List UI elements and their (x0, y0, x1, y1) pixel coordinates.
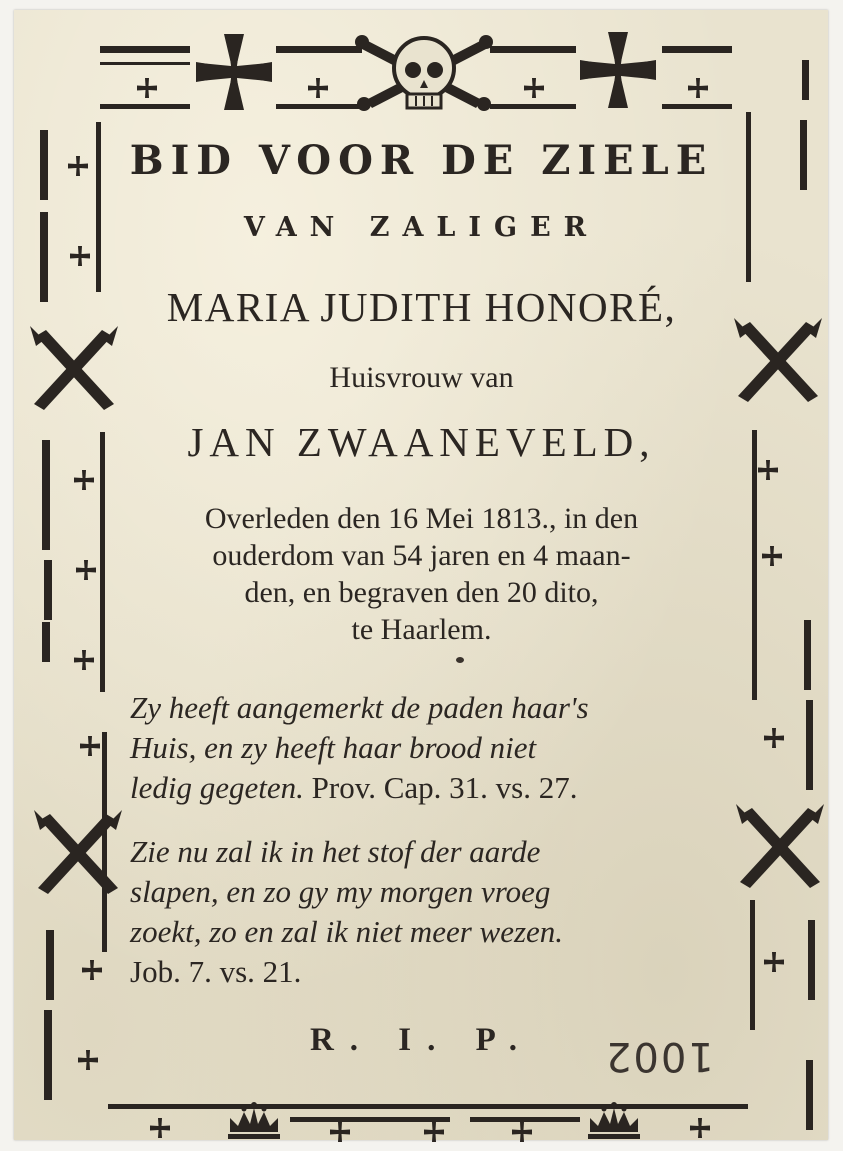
small-cross-icon (70, 246, 90, 266)
rip-closing: R. I. P. (309, 1022, 534, 1058)
verse-line: slapen, en zo gy my morgen vroeg (130, 874, 551, 909)
ornament-dot (456, 657, 464, 663)
death-notice-line: den, en begraven den 20 dito, (244, 576, 599, 609)
verse-reference: Job. 7. vs. 21. (130, 954, 302, 989)
small-cross-icon (82, 960, 102, 980)
death-notice-line: ouderdom van 54 jaren en 4 maan- (212, 539, 631, 572)
small-cross-icon (150, 1118, 170, 1138)
deceased-name: MARIA JUDITH HONORÉ, (166, 284, 677, 330)
small-cross-icon (764, 728, 784, 748)
crossed-torches-icon (736, 804, 824, 888)
verse-line: Zy heeft aangemerkt de paden haar's (130, 690, 589, 725)
handwritten-number: 1002 (604, 1033, 714, 1079)
relation-label: Huisvrouw van (329, 361, 514, 394)
skull-crossbones-icon (355, 35, 493, 111)
death-notice-line: te Haarlem. (351, 613, 492, 646)
verse-line: Zie nu zal ik in het stof der aarde (130, 834, 541, 869)
maltese-cross-icon (196, 34, 272, 110)
job-verse (130, 832, 740, 992)
crossed-torches-icon (34, 810, 122, 894)
maltese-cross-icon (580, 32, 656, 108)
small-cross-icon (424, 1122, 444, 1142)
verse-line: Huis, en zy heeft haar brood niet (130, 730, 537, 765)
small-cross-icon (764, 952, 784, 972)
small-cross-icon (137, 78, 157, 98)
small-cross-icon (80, 736, 100, 756)
small-cross-icon (524, 78, 544, 98)
small-cross-icon (74, 650, 94, 670)
prayer-heading: BID VOOR DE ZIELE (129, 137, 714, 184)
small-cross-icon (330, 1122, 350, 1142)
small-cross-icon (74, 470, 94, 490)
death-notice (0, 500, 843, 648)
small-cross-icon (688, 78, 708, 98)
spouse-name: JAN ZWAANEVELD, (187, 419, 656, 465)
death-notice-line: Overleden den 16 Mei 1813., in den (204, 502, 639, 535)
proverbs-verse (130, 688, 740, 808)
verse-line (130, 768, 740, 808)
small-cross-icon (512, 1122, 532, 1142)
small-cross-icon (690, 1118, 710, 1138)
small-cross-icon (308, 78, 328, 98)
verse-italic-text: ledig gegeten. (130, 770, 304, 805)
verse-reference: Prov. Cap. 31. vs. 27. (303, 770, 578, 805)
verse-line: zoekt, zo en zal ik niet meer wezen. (130, 914, 564, 949)
prayer-subheading: VAN ZALIGER (243, 212, 600, 243)
